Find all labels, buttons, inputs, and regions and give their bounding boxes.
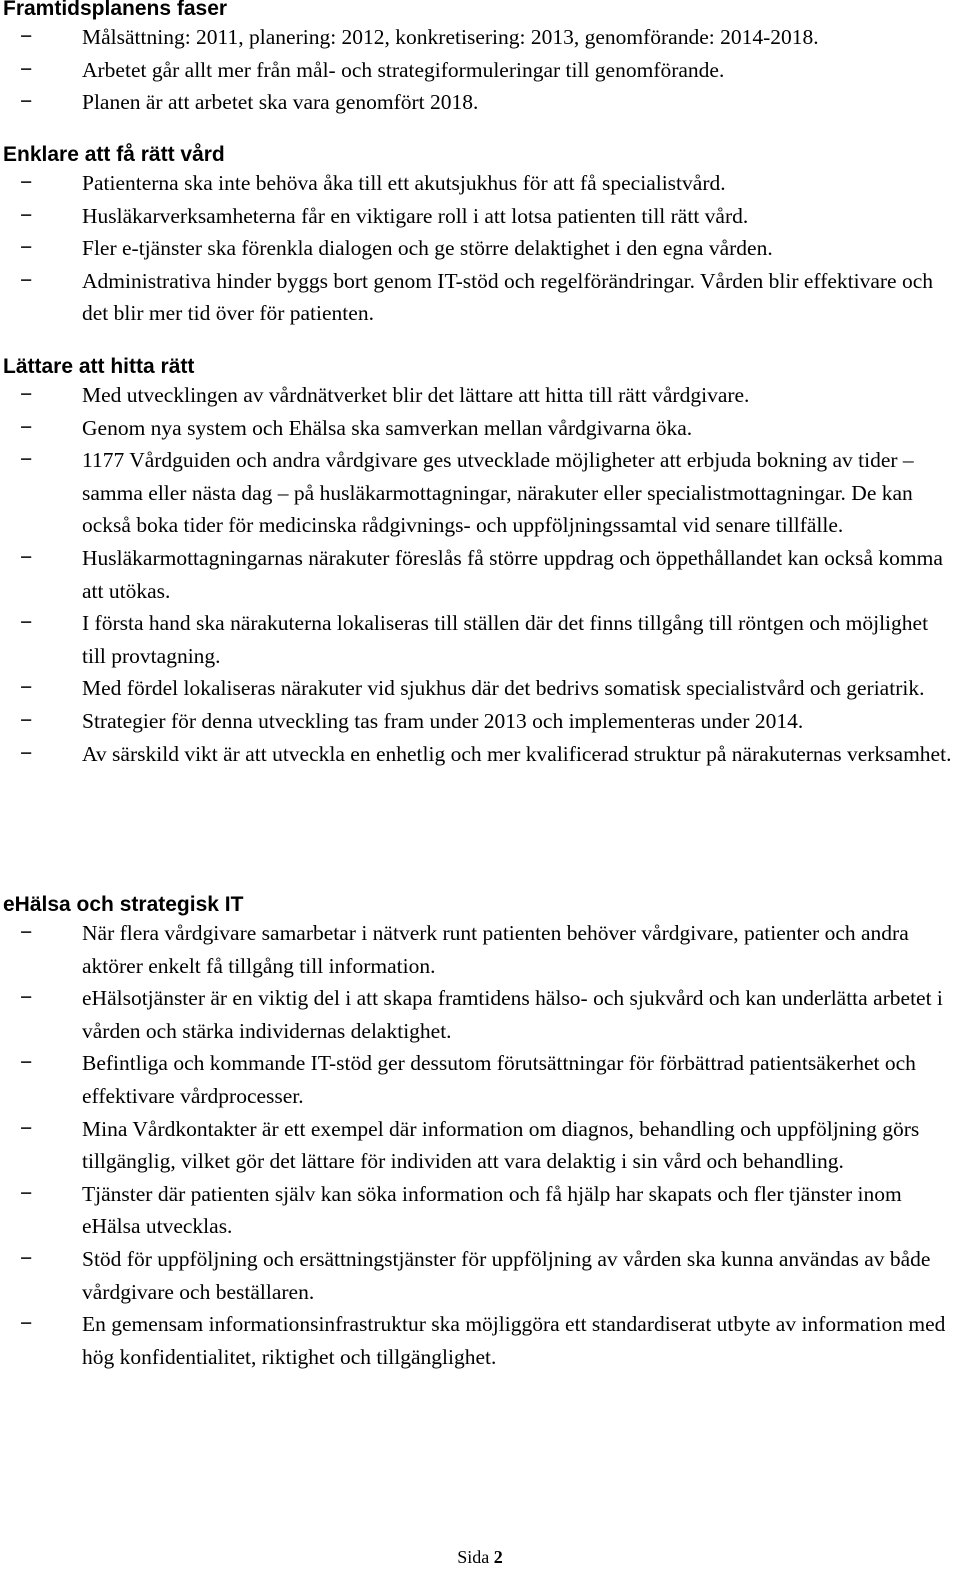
list-item: − Av särskild vikt är att utveckla en enhetlig och mer kvalificerad struktur på närakuternas verksamhet. (0, 738, 960, 771)
dash-bullet-icon: − (20, 268, 33, 292)
dash-bullet-icon: − (20, 708, 33, 732)
dash-bullet-icon: − (20, 921, 33, 944)
list-item: − I första hand ska närakuterna lokaliseras till ställen där det finns tillgång till röntgen och möjlighet till provtagning. (0, 607, 960, 672)
section-heading: eHälsa och strategisk IT (3, 893, 244, 916)
section-heading: Lättare att hitta rätt (3, 355, 195, 378)
list-item: − Strategier för denna utveckling tas fram under 2013 och implementeras under 2014. (0, 705, 960, 738)
dash-bullet-icon: − (20, 1116, 33, 1140)
dash-bullet-icon: − (20, 57, 33, 81)
dash-bullet-icon: − (20, 25, 33, 48)
dash-bullet-icon: − (20, 1312, 33, 1336)
bullet-list (0, 917, 960, 1373)
section-heading: Enklare att få rätt vård (3, 143, 225, 166)
dash-bullet-icon: − (20, 545, 33, 569)
list-item: − Genom nya system och Ehälsa ska samverkan mellan vårdgivarna öka. (0, 412, 960, 445)
dash-bullet-icon: − (20, 448, 33, 472)
list-item: − Befintliga och kommande IT-stöd ger dessutom förutsättningar för förbättrad patientsäkerhet och effektivare vårdprocesser. (0, 1047, 960, 1112)
bullet-list (0, 21, 960, 119)
list-item: − Husläkarmottagningarnas närakuter föreslås få större uppdrag och öppethållandet kan också komma att utökas. (0, 542, 960, 607)
list-item: − Arbetet går allt mer från mål- och strategiformuleringar till genomförande. (0, 54, 960, 87)
dash-bullet-icon: − (20, 986, 33, 1010)
section-framtidsplanens-faser (0, 0, 960, 119)
dash-bullet-icon: − (20, 676, 33, 700)
bullet-list (0, 167, 960, 330)
section-heading: Framtidsplanens faser (3, 0, 228, 20)
list-item: − Med fördel lokaliseras närakuter vid sjukhus där det bedrivs somatisk specialistvård och geriatrik. (0, 672, 960, 705)
list-item: − Patienterna ska inte behöva åka till ett akutsjukhus för att få specialistvård. (0, 167, 960, 200)
dash-bullet-icon: − (20, 415, 33, 439)
bullet-list (0, 379, 960, 770)
dash-bullet-icon: − (20, 1181, 33, 1205)
section-lattare-att-hitta-ratt (0, 355, 960, 770)
list-item: − Målsättning: 2011, planering: 2012, konkretisering: 2013, genomförande: 2014-2018. (0, 21, 960, 54)
list-item: − Husläkarverksamheterna får en viktigare roll i att lotsa patienten till rätt vård. (0, 200, 960, 233)
dash-bullet-icon: − (20, 90, 33, 114)
page-footer (0, 1545, 960, 1569)
list-item: − Fler e-tjänster ska förenkla dialogen och ge större delaktighet i den egna vården. (0, 232, 960, 265)
list-item: − Med utvecklingen av vårdnätverket blir det lättare att hitta till rätt vårdgivare. (0, 379, 960, 412)
list-item: − eHälsotjänster är en viktig del i att skapa framtidens hälso- och sjukvård och kan underlätta arbetet i vården och stärka individernas delaktighet. (0, 982, 960, 1047)
dash-bullet-icon: − (20, 171, 33, 194)
list-item: − Mina Vårdkontakter är ett exempel där information om diagnos, behandling och uppföljning görs tillgänglig, vilket gör det lättare för individen att vara delaktig i sin vård och behandling. (0, 1113, 960, 1178)
dash-bullet-icon: − (20, 203, 33, 227)
list-item: − Planen är att arbetet ska vara genomfört 2018. (0, 86, 960, 119)
page-number: 2 (493, 1547, 503, 1567)
page-label: Sida (457, 1547, 490, 1567)
list-item: − En gemensam informationsinfrastruktur ska möjliggöra ett standardiserat utbyte av information med hög konfidentialitet, riktighet och tillgänglighet. (0, 1308, 960, 1373)
list-item: − Stöd för uppföljning och ersättningstjänster för uppföljning av vården ska kunna användas av både vårdgivare och beställaren. (0, 1243, 960, 1308)
list-item: − När flera vårdgivare samarbetar i nätverk runt patienten behöver vårdgivare, patienter och andra aktörer enkelt få tillgång till information. (0, 917, 960, 982)
dash-bullet-icon: − (20, 1246, 33, 1270)
list-item: − Tjänster där patienten själv kan söka information och få hjälp har skapats och fler tjänster inom eHälsa utvecklas. (0, 1178, 960, 1243)
section-ehalsa-och-strategisk-it (0, 893, 960, 1373)
section-enklare-att-fa-ratt-vard (0, 143, 960, 330)
list-item: − Administrativa hinder byggs bort genom IT-stöd och regelförändringar. Vården blir effektivare och det blir mer tid över för patienten. (0, 265, 960, 330)
dash-bullet-icon: − (20, 1051, 33, 1075)
dash-bullet-icon: − (20, 383, 33, 406)
dash-bullet-icon: − (20, 741, 33, 765)
dash-bullet-icon: − (20, 611, 33, 635)
dash-bullet-icon: − (20, 236, 33, 260)
list-item: − 1177 Vårdguiden och andra vårdgivare ges utvecklade möjligheter att erbjuda bokning av tider – samma eller nästa dag – på husläkarmottagningar, närakuter eller specialistmottagningar. De kan också boka tider för medicinska rådgivnings- och uppföljningssamtal vid senare tillfälle. (0, 444, 960, 542)
